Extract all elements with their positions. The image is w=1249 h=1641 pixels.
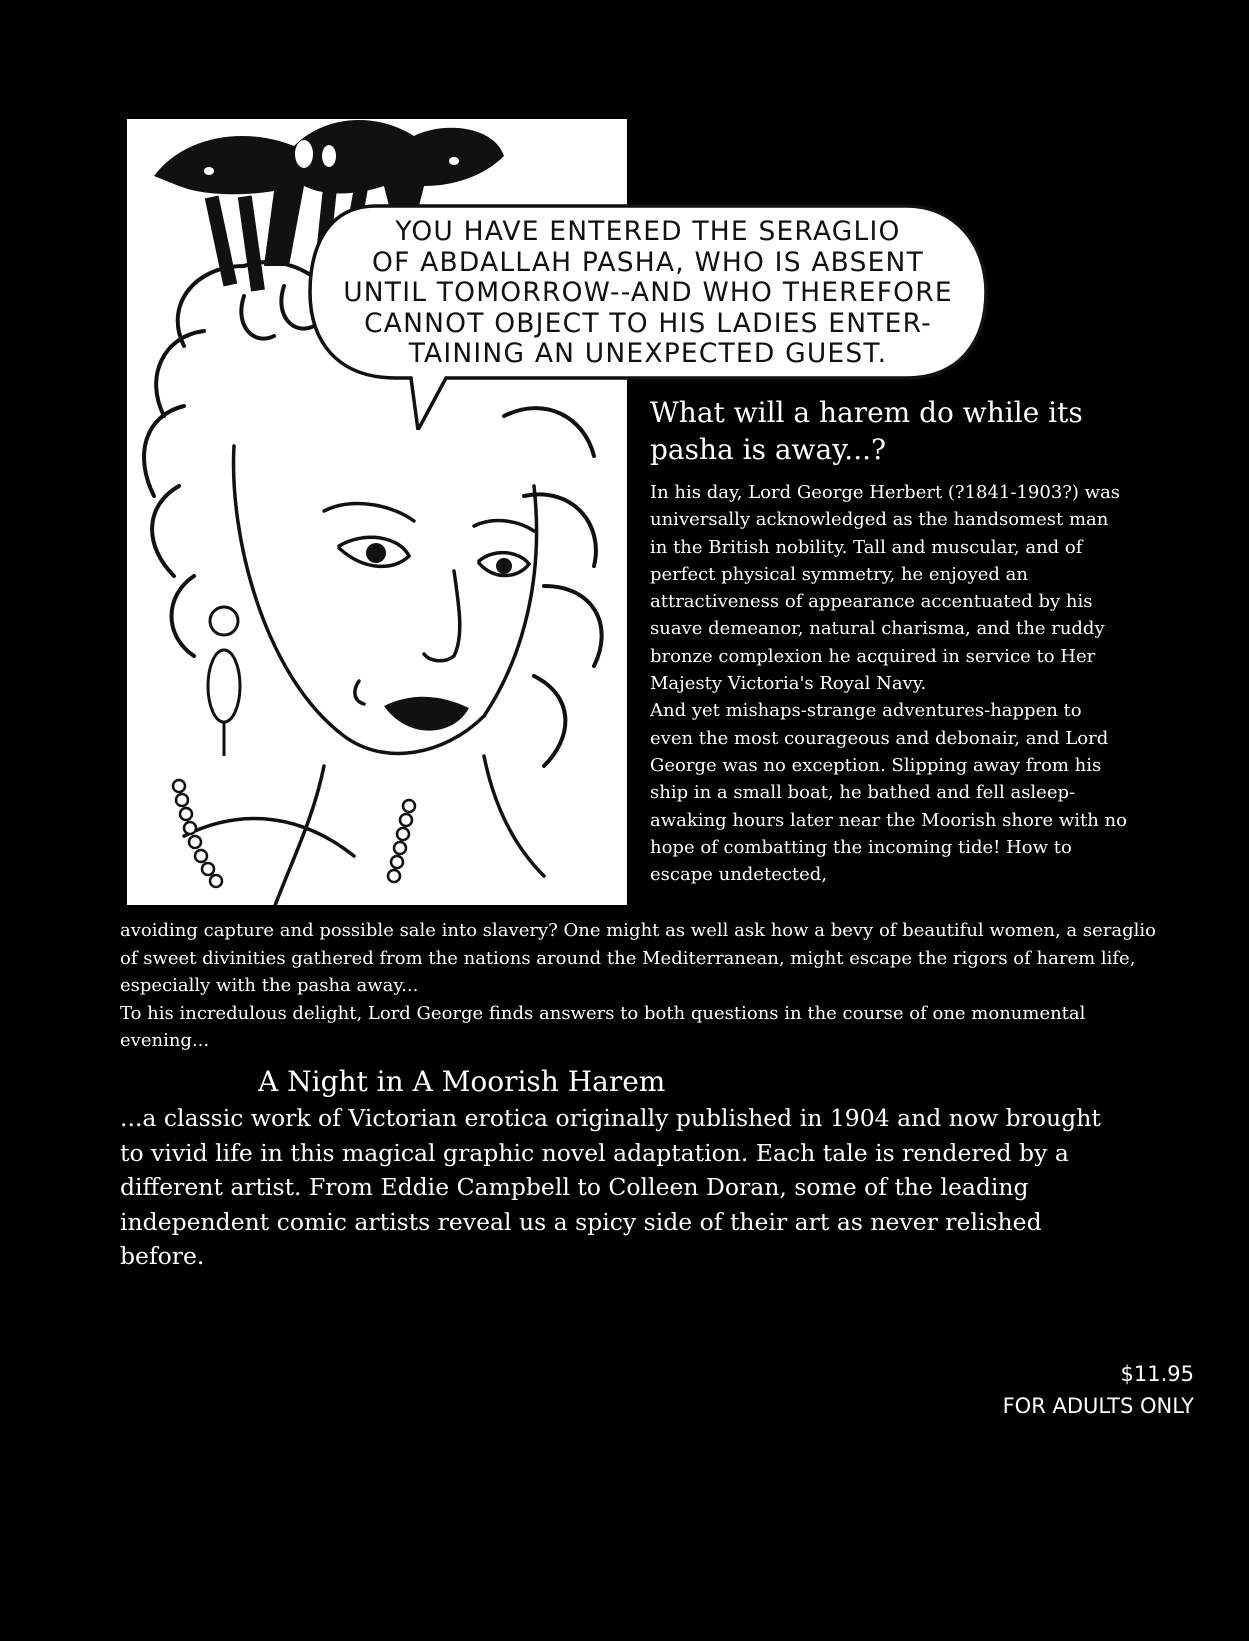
blurb-paragraph: And yet mishaps-strange adventures-happen to even the most courageous and debonair, and Lord George was no exception. Slipping away from his ship in a small boat, he bathed and fell asleep-awaking hours later near the Moorish shore with no hope of combatting the incoming tide! How to escape undetected,: [650, 700, 1127, 886]
speech-bubble-text: YOU HAVE ENTERED THE SERAGLIO OF ABDALLAH PASHA, WHO IS ABSENT UNTIL TOMORROW--AND WHO THEREFORE CANNOT OBJECT TO HIS LADIES ENTER- TAINING AN UNEXPECTED GUEST.: [343, 216, 953, 369]
speech-bubble: [306, 200, 990, 385]
price-label: $11.95: [1120, 1362, 1194, 1386]
blurb-paragraph: avoiding capture and possible sale into slavery? One might as well ask how a bevy of beautiful women, a seraglio of sweet divinities gathered from the nations around the Mediterranean, might escape the rigors of harem life, especially with the pasha away...: [120, 920, 1156, 996]
adults-only-label: FOR ADULTS ONLY: [1002, 1394, 1194, 1418]
book-description: ...a classic work of Victorian erotica originally published in 1904 and now brought to vivid life in this magical graphic novel adaptation. Each tale is rendered by a different artist. From Eddie Campbell to Colleen Doran, some of the leading independent comic artists reveal us a spicy side of their art as never relished before.: [120, 1104, 1101, 1270]
blurb-paragraph: To his incredulous delight, Lord George finds answers to both questions in the course of one monumental evening...: [120, 1002, 1086, 1051]
blurb-paragraph: In his day, Lord George Herbert (?1841-1903?) was universally acknowledged as the handsomest man in the British nobility. Tall and muscular, and of perfect physical symmetry, he enjoyed an attractiveness of appearance accentuated by his suave demeanor, natural charisma, and the ruddy bronze complexion he acquired in service to Her Majesty Victoria's Royal Navy.: [650, 482, 1121, 695]
blurb-continuation: [120, 917, 1160, 1055]
book-title: A Night in A Moorish Harem: [258, 1065, 666, 1098]
blurb-column: [650, 479, 1130, 888]
blurb-headline: What will a harem do while its pasha is away...?: [650, 396, 1083, 466]
